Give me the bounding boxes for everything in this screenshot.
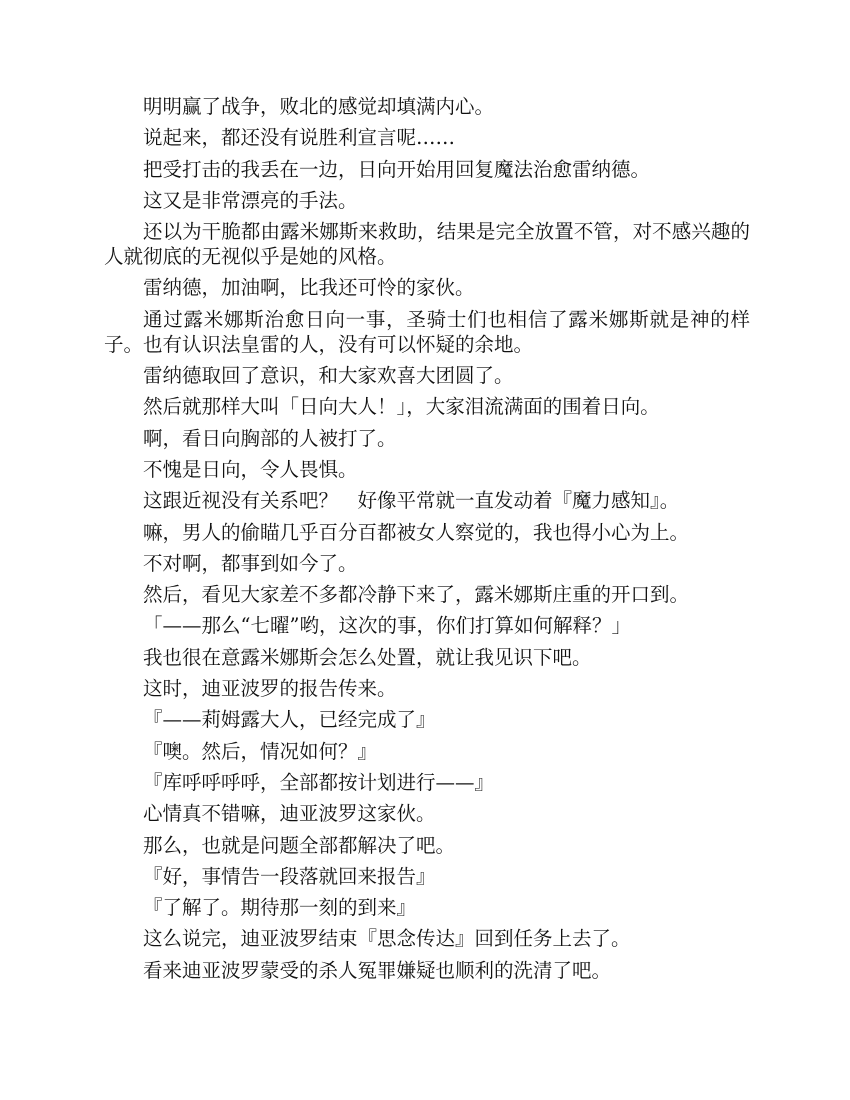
paragraph: 那么，也就是问题全部都解决了吧。 xyxy=(143,833,456,857)
paragraph: 这么说完，迪亚波罗结束『思念传达』回到任务上去了。 xyxy=(143,927,631,951)
paragraph: 我也很在意露米娜斯会怎么处置，就让我见识下吧。 xyxy=(143,645,592,669)
paragraph: 啊，看日向胸部的人被打了。 xyxy=(143,426,397,450)
paragraph: 「——那么“七曜”哟，这次的事，你们打算如何解释？」 xyxy=(143,614,631,638)
paragraph: 嘛，男人的偷瞄几乎百分百都被女人察觉的，我也得小心为上。 xyxy=(143,520,690,544)
paragraph: 心情真不错嘛，迪亚波罗这家伙。 xyxy=(143,802,436,826)
paragraph: 通过露米娜斯治愈日向一事，圣骑士们也相信了露米娜斯就是神的样子。也有认识法皇雷的人，没有可以怀疑的余地。 xyxy=(104,307,750,356)
body-text xyxy=(104,94,750,989)
paragraph: 不对啊，都事到如今了。 xyxy=(143,551,358,575)
paragraph: 把受打击的我丢在一边，日向开始用回复魔法治愈雷纳德。 xyxy=(143,157,651,181)
paragraph: 然后就那样大叫「日向大人！」，大家泪流满面的围着日向。 xyxy=(143,395,660,419)
paragraph: 『——莉姆露大人，已经完成了』 xyxy=(143,708,436,732)
paragraph: 明明赢了战争，败北的感觉却填满内心。 xyxy=(143,95,495,118)
paragraph: 雷纳德，加油啊，比我还可怜的家伙。 xyxy=(143,276,475,300)
paragraph: 这又是非常漂亮的手法。 xyxy=(143,188,358,212)
paragraph: 这时，迪亚波罗的报告传来。 xyxy=(143,677,397,701)
paragraph: 『噢。然后，情况如何？』 xyxy=(143,739,378,763)
paragraph: 说起来，都还没有说胜利宣言呢…… xyxy=(143,126,456,150)
paragraph: 看来迪亚波罗蒙受的杀人冤罪嫌疑也顺利的洗清了吧。 xyxy=(143,958,612,982)
paragraph: 不愧是日向，令人畏惧。 xyxy=(143,457,358,481)
paragraph: 然后，看见大家差不多都冷静下来了，露米娜斯庄重的开口到。 xyxy=(143,583,690,607)
paragraph: 雷纳德取回了意识，和大家欢喜大团圆了。 xyxy=(143,364,514,388)
paragraph: 『了解了。期待那一刻的到来』 xyxy=(143,896,417,920)
paragraph: 『库呼呼呼呼，全部都按计划进行——』 xyxy=(143,770,495,794)
paragraph: 还以为干脆都由露米娜斯来救助，结果是完全放置不管，对不感兴趣的人就彻底的无视似乎是她的风格。 xyxy=(104,220,750,269)
paragraph: 『好，事情告一段落就回来报告』 xyxy=(143,864,436,888)
paragraph: 这跟近视没有关系吧？ 好像平常就一直发动着『魔力感知』。 xyxy=(143,489,680,513)
